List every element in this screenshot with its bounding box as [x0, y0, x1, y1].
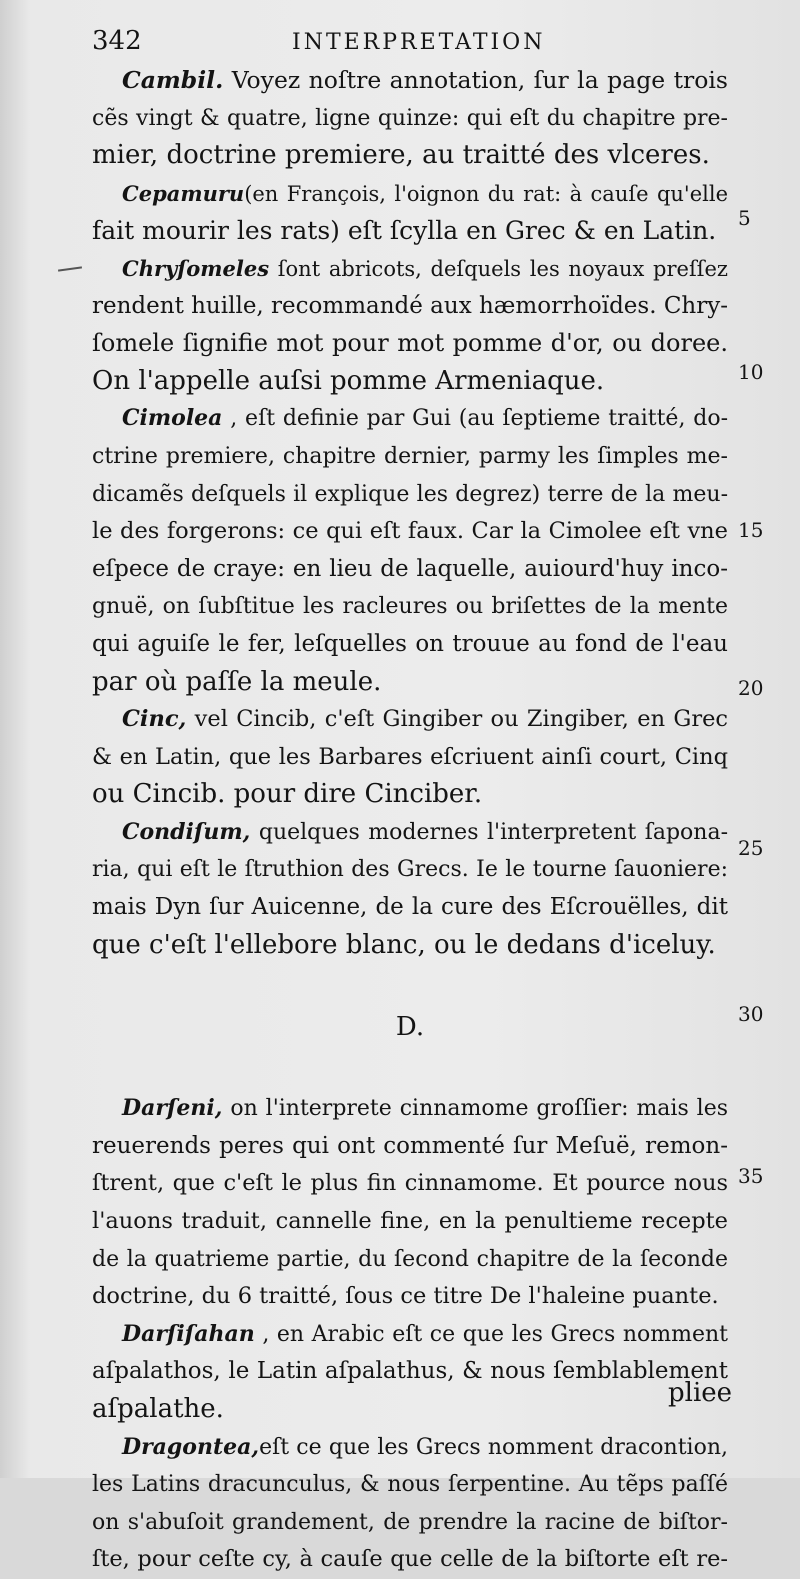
margin-line-number: 5: [738, 206, 751, 230]
text-line: gnuë, on ſubſtitue les racleures ou briſettes de la mente: [92, 594, 728, 620]
margin-line-number: 35: [738, 1164, 764, 1188]
running-title: INTERPRETATION: [292, 30, 546, 55]
text-line: Darſeni, on l'interprete cinnamome groſſier: mais les: [122, 1095, 728, 1122]
text-line: ſtrent, que c'eſt le plus fin cinnamome. Et pource nous: [92, 1170, 728, 1197]
margin-line-number: 20: [738, 676, 764, 700]
text-line: dicamẽs deſquels il explique les degrez) terre de la meu-: [92, 481, 728, 507]
text-line: par où paſſe la meule.: [92, 666, 382, 697]
section-heading: D.: [395, 1012, 425, 1043]
text-line: cẽs vingt & quatre, ligne quinze: qui eſt du chapitre pre-: [92, 105, 728, 131]
margin-line-number: 30: [738, 1002, 764, 1026]
margin-line-number: 10: [738, 360, 764, 384]
entry-head: Darſiſahan: [122, 1320, 255, 1347]
text-line: reuerends peres qui ont commenté ſur Meſuë, remon-: [92, 1132, 728, 1159]
text-line: le des forgerons: ce qui eſt faux. Car la Cimolee eſt vne: [92, 518, 728, 545]
text-line: Cimolea , eſt definie par Gui (au ſeptieme traitté, do-: [122, 405, 729, 432]
text-line: On l'appelle auſsi pomme Armeniaque.: [92, 365, 605, 396]
text-line: de la quatrieme partie, du ſecond chapitre de la ſeconde: [92, 1246, 728, 1272]
spacer: [92, 1060, 728, 1090]
page-number: 342: [92, 26, 142, 56]
text-line: aſpalathos, le Latin aſpalathus, & nous ſemblablement: [92, 1358, 728, 1385]
entry-head: Cimolea: [122, 405, 223, 432]
text-line: Dragontea,eſt ce que les Grecs nomment dracontion,: [122, 1433, 728, 1460]
text-line: Cepamuru(en François, l'oignon du rat: à cauſe qu'elle: [122, 180, 728, 206]
text-line: ctrine premiere, chapitre dernier, parmy les ſimples me-: [92, 443, 728, 469]
text-line: on s'abuſoit grandement, de prendre la racine de biſtor-: [92, 1509, 728, 1535]
text-line: Darſiſahan , en Arabic eſt ce que les Grecs nomment: [122, 1320, 728, 1347]
entry-head: Cinc,: [122, 706, 187, 733]
text-line: ſte, pour ceſte cy, à cauſe que celle de la biſtorte eſt re-: [92, 1546, 728, 1573]
text-line: qui aguiſe le fer, leſquelles on trouue au fond de l'eau: [92, 630, 728, 657]
spacer: [92, 964, 728, 994]
entry-head: Condiſum,: [122, 818, 251, 845]
entry-head: Cepamuru: [122, 180, 245, 206]
text-line: fait mourir les rats) eſt ſcylla en Grec & en Latin.: [92, 216, 717, 246]
text-line: Chryſomeles ſont abricots, deſquels les noyaux preſſez: [122, 255, 728, 281]
text-line: Cinc, vel Cincib, c'eſt Gingiber ou Zingiber, en Grec: [122, 706, 729, 733]
margin-mark: [58, 266, 82, 271]
entry-head: Dragontea,: [122, 1433, 260, 1460]
text-line: aſpalathe.: [92, 1394, 224, 1424]
entry-head: Cambil.: [122, 66, 224, 94]
text-line: mais Dyn ſur Auicenne, de la cure des Eſcrouëlles, dit: [92, 894, 728, 921]
text-line: les Latins dracunculus, & nous ſerpentine. Au tẽps paſſé: [92, 1472, 728, 1498]
text-line: eſpece de craye: en lieu de laquelle, auiourd'huy inco-: [92, 555, 728, 582]
margin-line-number: 25: [738, 836, 764, 860]
text-line: Condiſum, quelques modernes l'interpretent ſapona-: [122, 818, 729, 845]
text-line: mier, doctrine premiere, au traitté des vlceres.: [92, 140, 710, 171]
text-line: ſomele ſignifie mot pour mot pomme d'or, ou doree.: [92, 329, 728, 358]
margin-line-number: 15: [738, 518, 764, 542]
entry-head: Darſeni,: [122, 1095, 223, 1122]
text-line: rendent huille, recommandé aux hæmorrhoïdes. Chry-: [92, 292, 729, 319]
entry-head: Chryſomeles: [122, 255, 270, 281]
text-line: ou Cincib. pour dire Cinciber.: [92, 779, 483, 810]
text-line: doctrine, du 6 traitté, ſous ce titre De l'haleine puante.: [92, 1283, 719, 1310]
text-line: & en Latin, que les Barbares eſcriuent ainſi court, Cinq: [92, 743, 728, 770]
text-line: que c'eſt l'ellebore blanc, ou le dedans d'iceluy.: [92, 929, 716, 960]
main-text: [92, 62, 728, 1579]
text-line: Cambil. Voyez noſtre annotation, ſur la page trois: [122, 66, 728, 94]
catchword: pliee: [668, 1378, 733, 1408]
page-header: [92, 26, 712, 60]
text-line: l'auons traduit, cannelle fine, en la penultieme recepte: [92, 1208, 728, 1235]
text-line: ria, qui eſt le ſtruthion des Grecs. Ie le tourne ſauoniere:: [92, 857, 728, 883]
